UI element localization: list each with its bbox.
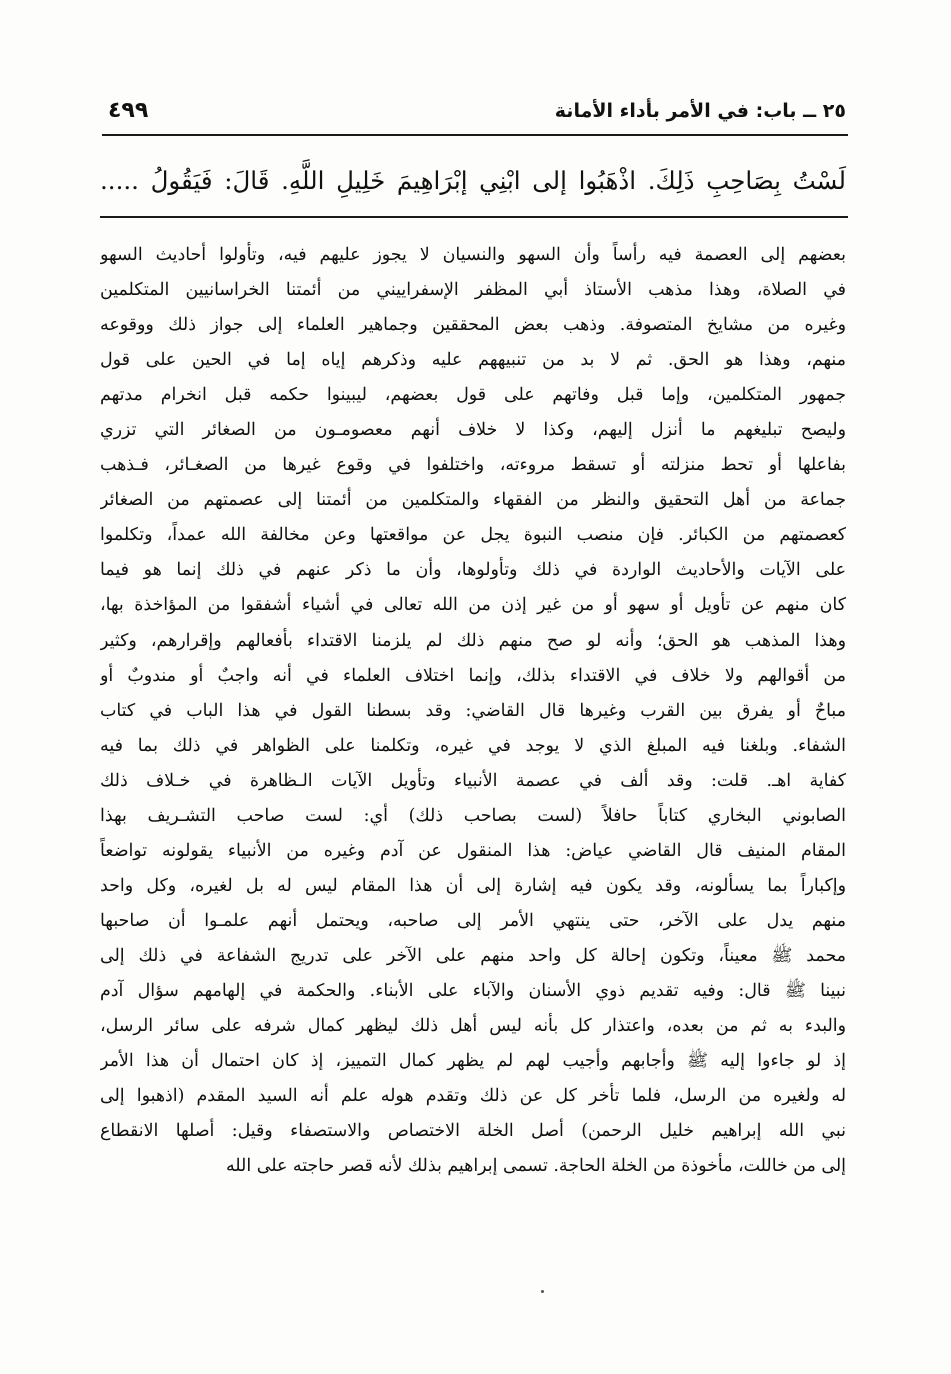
commentary-line: كفاية اهـ. قلت: وقد ألف في عصمة الأنبياء وتأويل الآيات الـظاهرة في خـلاف ذلك xyxy=(100,770,846,791)
commentary-line: كعصمتهم من الكبائر. فإن منصب النبوة يجل عن مواقعتها وعن مخالفة الله عمداً، وتكلموا xyxy=(100,525,846,546)
commentary-line: جماعة من أهل التحقيق والنظر من الفقهاء والمتكلمين من أئمتنا إلى عصمتهم من الصغائر xyxy=(100,490,846,511)
page-number: ٤٩٩ xyxy=(108,98,149,123)
header-divider xyxy=(102,134,848,136)
commentary-line: إذ لو جاءوا إليه ﷺ وأجابهم وأجيب لهم لم يظهر كمال التمييز، إذ كان احتمال أن هذا الأمر xyxy=(100,1051,846,1072)
commentary-line: منهم، وهذا هو الحق. ثم لا بد من تنبيههم عليه وذكرهم إياه إما في الحين على قول xyxy=(100,350,846,371)
commentary-line: بعضهم إلى العصمة فيه رأساً وأن السهو والنسيان لا يجوز عليهم فيه، وتأولوا أحاديث السهو xyxy=(100,245,846,265)
commentary-line: من أقوالهم ولا خلاف في الاقتداء بذلك، وإنما اختلاف العلماء في أنه واجبٌ أو مندوبٌ أو xyxy=(100,665,846,686)
commentary-line: على الآيات والأحاديث الواردة في ذلك وتأولوها، وأن ما ذكر عنهم في ذلك إنما هو فيما xyxy=(100,560,846,581)
hadith-text: لَسْتُ بِصَاحِبِ ذَلِكَ. اذْهَبُوا إلى ابْنِي إبْرَاهِيمَ خَلِيلِ اللَّهِ. قَالَ: فَيَقُولُ ..... xyxy=(100,166,846,195)
commentary-line: والبدء به ثم من بعده، واعتذار كل بأنه ليس أهل ذلك ليظهر كمال شرفه على سائر الرسل، xyxy=(100,1016,846,1037)
commentary-line: الشفاء. وبلغنا فيه المبلغ الذي لا يوجد في غيره، وتكلمنا على الظواهر في ذلك بما فيه xyxy=(100,735,846,756)
commentary-line: وهذا المذهب هو الحق؛ وأنه لو صح منهم ذلك لم يلزمنا الاقتداء بأفعالهم وإقرارهم، وكثير xyxy=(100,630,846,651)
commentary-line: محمد ﷺ معيناً، وتكون إحالة كل واحد منهم على الآخر على تدريج الشفاعة في ذلك إلى xyxy=(100,945,846,966)
commentary-line: وإكباراً بما يسألونه، وقد يكون فيه إشارة إلى أن هذا المقام ليس له بل لغيره، وكل واحد xyxy=(100,875,846,896)
hadith-divider xyxy=(100,216,848,218)
chapter-title: ٢٥ ــ باب: في الأمر بأداء الأمانة xyxy=(554,100,846,122)
running-header xyxy=(108,96,846,132)
commentary-line: الصابوني البخاري كتاباً حافلاً (لست بصاحب ذلك) أي: لست صاحب التشـريف بهذا xyxy=(100,805,846,826)
commentary-line: المقام المنيف قال القاضي عياض: هذا المنقول عن آدم وغيره من الأنبياء يقولونه تواضعاً xyxy=(100,840,846,861)
page-mark xyxy=(541,1290,544,1293)
commentary-line: نبي الله إبراهيم خليل الرحمن) أصل الخلة الاختصاص والاستصفاء وقيل: أصلها الانقطاع xyxy=(100,1121,846,1142)
commentary-line: له ولغيره من الرسل، فلما تأخر كل عن ذلك وتقدم هوله علم أنه السيد المقدم (اذهبوا إلى xyxy=(100,1086,846,1107)
commentary-line: مباحٌ أو يفرق بين القرب وغيرها قال القاضي: وقد بسطنا القول في هذا الباب في كتاب xyxy=(100,700,846,721)
commentary-line: إلى من خاللت، مأخوذة من الخلة الحاجة. تسمى إبراهيم بذلك لأنه قصر حاجته على الله xyxy=(225,1156,846,1177)
commentary-body xyxy=(100,238,846,1184)
commentary-line: كان منهم عن تأويل أو سهو أو من غير إذن من الله تعالى في أشياء أشفقوا من المؤاخذة بها، xyxy=(100,595,846,616)
commentary-line: وغيره من مشايخ المتصوفة. وذهب بعض المحققين وجماهير العلماء إلى جواز ذلك ووقوعه xyxy=(100,315,846,336)
commentary-line: منهم يدل على الآخر، حتى ينتهي الأمر إلى صاحبه، ويحتمل أنهم علمـوا أن صاحبها xyxy=(100,910,846,931)
commentary-line: جمهور المتكلمين، وإما قبل وفاتهم على قول بعضهم، ليبينوا حكمه قبل انخرام مدتهم xyxy=(100,385,846,406)
commentary-line: وليصح تبليغهم ما أنزل إليهم، وكذا لا خلاف أنهم معصومـون من الصغائر التي تزري xyxy=(100,420,846,441)
commentary-line: نبينا ﷺ قال: وفيه تقديم ذوي الأسنان والآباء على الأبناء. والحكمة في إلهامهم سؤال آدم xyxy=(100,980,846,1001)
commentary-line: في الصلاة، وهذا مذهب الأستاذ أبي المظفر الإسفراييني من أئمتنا الخراسانيين المتكلمين xyxy=(100,280,846,301)
commentary-line: بفاعلها أو تحط منزلته أو تسقط مروءته، واختلفوا في وقوع غيرها من الصغـائر، فـذهب xyxy=(100,455,846,476)
